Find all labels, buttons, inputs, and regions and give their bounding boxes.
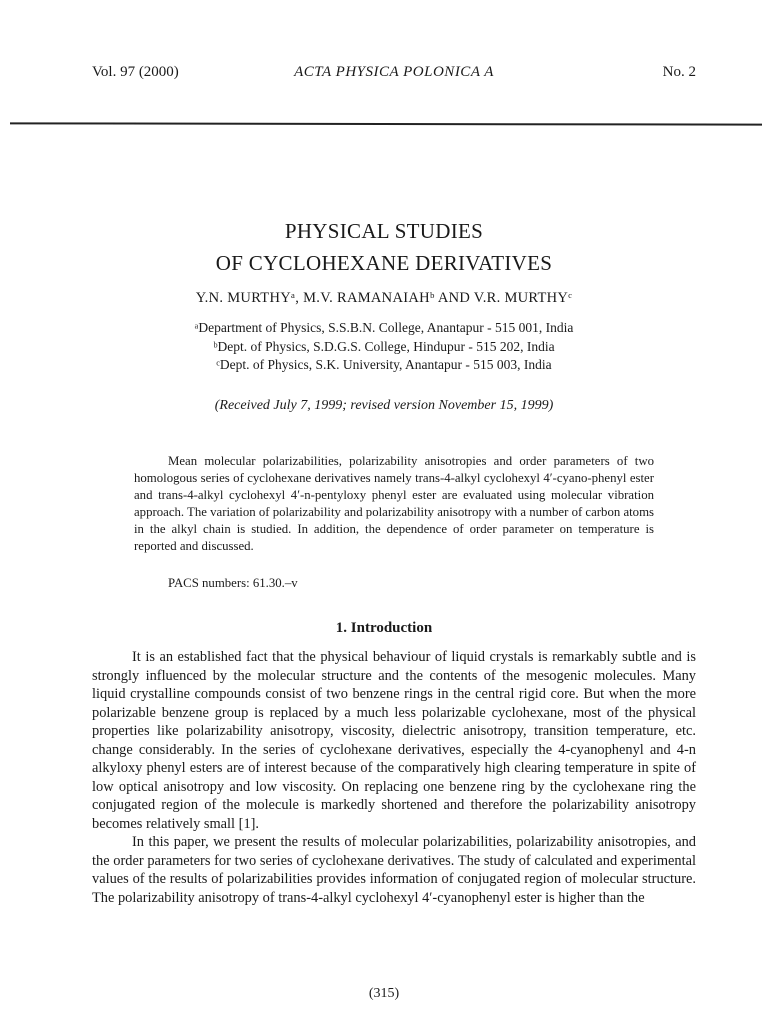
abstract-text: Mean molecular polarizabilities, polarizability anisotropies and order parameters of two homologous series of cyclohexane derivatives namely trans-4-alkyl cyclohexyl 4′-cyano-phenyl ester and trans-4-alkyl cyclohexyl 4′-n-pentyloxy phenyl ester are evaluated using molecular vibration approach. The variation of polarizability and polarizability anisotropy with a number of carbon atoms in the alkyl chain is studied. In addition, the dependence of order parameter on temperature is reported and discussed.	[134, 454, 655, 553]
issue-number: No. 2	[662, 64, 696, 80]
pacs-numbers: PACS numbers: 61.30.–v	[168, 576, 298, 590]
volume-label: Vol. 97 (2000)	[92, 64, 179, 80]
received-dates: (Received July 7, 1999; revised version November 15, 1999)	[214, 398, 554, 413]
title-line-2: OF CYCLOHEXANE DERIVATIVES	[215, 251, 553, 275]
paragraph-1: It is an established fact that the physical behaviour of liquid crystals is remarkably subtle and is strongly influenced by the molecular structure and the contents of the mesogenic molecules. Many liquid crystalline compounds consist of two benzene rings in the central rigid core. But when the more polarizable benzene group is replaced by a much less polarizable cyclohexane, most of the physical properties like polarizability anisotropy, viscosity, dielectric anisotropy, transition temperature, etc. change considerably. In the series of cyclohexane derivatives, especially the 4-cyanophenyl and 4-n alkyloxy phenyl esters are of interest because of the comparatively high clearing temperature in spite of low optical anisotropy and low viscosity. On replacing one benzene ring by the cyclohexane ring the conjugated region of the molecule is markedly shortened and therefore the polarizability anisotropy becomes relatively small [1].	[92, 649, 696, 832]
abstract	[134, 453, 654, 555]
title-line-1: PHYSICAL STUDIES	[284, 219, 484, 243]
affiliation-b: ᵇDept. of Physics, S.D.G.S. College, Hindupur - 515 202, India	[213, 338, 555, 354]
affiliation-a: ᵃDepartment of Physics, S.S.B.N. College, Anantapur - 515 001, India	[194, 320, 574, 335]
paper-title	[0, 215, 768, 279]
affiliation-c: ᶜDept. of Physics, S.K. University, Anantapur - 515 003, India	[216, 357, 552, 372]
affiliations	[0, 319, 768, 375]
section-heading: 1. Introduction	[335, 620, 433, 636]
running-header	[92, 64, 696, 88]
body-text	[92, 648, 696, 907]
header-rule	[10, 122, 762, 125]
paragraph-2: In this paper, we present the results of molecular polarizabilities, polarizability anisotropies, and the order parameters for two series of cyclohexane derivatives. The study of calculated and experimental values of the results of polarizabilities provides information of conjugated region of molecular structure. The polarizability anisotropy of trans-4-alkyl cyclohexyl 4′-cyanophenyl ester is higher than the	[92, 834, 696, 906]
journal-name: ACTA PHYSICA POLONICA A	[294, 64, 494, 80]
page-number: (315)	[368, 986, 400, 1001]
authors: Y.N. MURTHYᵃ, M.V. RAMANAIAHᵇ AND V.R. MURTHYᶜ	[195, 290, 573, 306]
